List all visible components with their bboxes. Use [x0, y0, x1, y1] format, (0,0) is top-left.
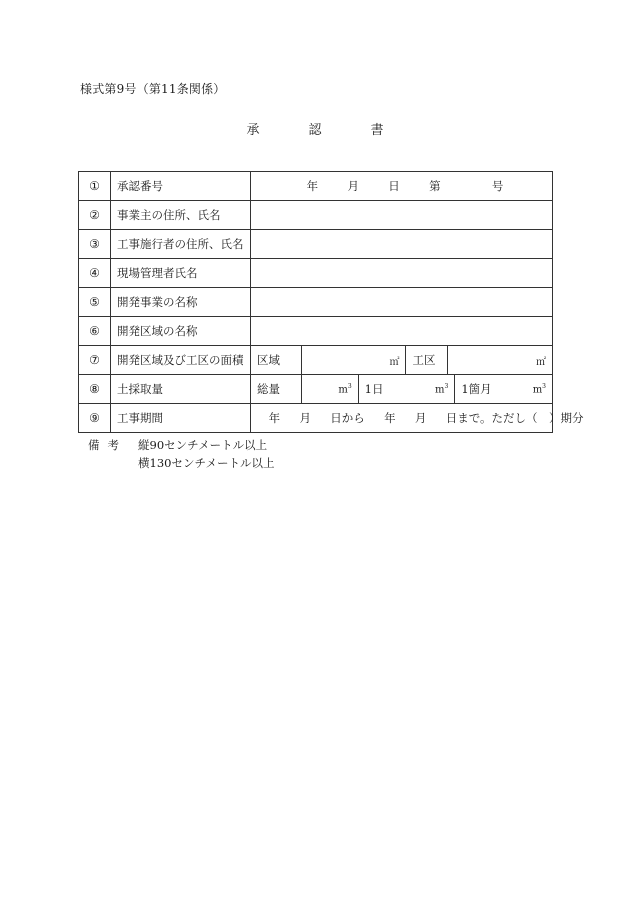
daily-volume-field[interactable] — [358, 375, 455, 403]
start-year-label: 年 — [268, 411, 281, 425]
row-label: 工事期間 — [111, 404, 251, 433]
row-number: ⑤ — [79, 288, 111, 317]
form-number: 様式第9号（第11条関係） — [80, 82, 226, 96]
go-label: 号 — [491, 179, 504, 193]
row-number: ② — [79, 201, 111, 230]
row-label: 開発区域の名称 — [111, 317, 251, 346]
remarks — [88, 436, 275, 472]
row-soil — [79, 375, 553, 404]
end-year-label: 年 — [384, 411, 396, 425]
row-number: ⑥ — [79, 317, 111, 346]
row-contractor — [79, 230, 553, 259]
row-site-manager — [79, 259, 553, 288]
area-name-value[interactable] — [251, 317, 553, 346]
row-approval-number — [79, 172, 553, 201]
total-volume-field[interactable] — [301, 375, 358, 403]
row-number: ⑦ — [79, 346, 111, 375]
project-name-value[interactable] — [251, 288, 553, 317]
site-manager-value[interactable] — [251, 259, 553, 288]
year-label: 年 — [306, 179, 319, 193]
section-label: 工区 — [405, 346, 447, 374]
row-project-name — [79, 288, 553, 317]
day-label: 日 — [388, 179, 400, 193]
remarks-line-1 — [88, 436, 275, 454]
total-unit: $m^3$ — [338, 382, 352, 396]
row-number: ⑧ — [79, 375, 111, 404]
row-label: 工事施行者の住所、氏名 — [111, 230, 251, 259]
document-title-wrapper — [0, 119, 630, 138]
soil-cells — [251, 375, 553, 404]
document-title: 承 認 書 — [246, 123, 402, 138]
start-day-label: 日から — [330, 411, 365, 425]
row-label: 事業主の住所、氏名 — [111, 201, 251, 230]
start-month-label: 月 — [299, 411, 311, 425]
row-area-size — [79, 346, 553, 375]
row-number: ① — [79, 172, 111, 201]
month-label: 月 — [347, 179, 359, 193]
approval-number-value[interactable] — [251, 172, 553, 201]
remarks-label: 備考 — [88, 438, 127, 452]
monthly-volume-field[interactable] — [454, 375, 552, 403]
remarks-text-2: 横130センチメートル以上 — [138, 456, 275, 470]
approval-table — [78, 171, 584, 433]
row-area-name — [79, 317, 553, 346]
row-label: 現場管理者氏名 — [111, 259, 251, 288]
contractor-value[interactable] — [251, 230, 553, 259]
row-label: 開発事業の名称 — [111, 288, 251, 317]
monthly-unit: $m^3$ — [532, 382, 546, 396]
daily-label: 1日 — [364, 382, 384, 396]
section-area-field[interactable] — [447, 346, 552, 374]
row-label: 承認番号 — [111, 172, 251, 201]
end-day-label: 日まで。ただし（ ）期分 — [445, 411, 584, 425]
row-number: ⑨ — [79, 404, 111, 433]
row-number: ④ — [79, 259, 111, 288]
row-owner — [79, 201, 553, 230]
remarks-text-1: 縦90センチメートル以上 — [138, 438, 268, 452]
row-period — [79, 404, 553, 433]
zone-unit: ㎡ — [389, 356, 400, 368]
row-label: 土採取量 — [111, 375, 251, 404]
period-value[interactable] — [251, 404, 584, 433]
daily-unit: $m^3$ — [435, 382, 449, 396]
end-month-label: 月 — [414, 411, 427, 425]
row-number: ③ — [79, 230, 111, 259]
section-unit: ㎡ — [536, 356, 547, 368]
row-label: 開発区域及び工区の面積 — [111, 346, 251, 375]
owner-value[interactable] — [251, 201, 553, 230]
monthly-label: 1箇月 — [461, 382, 492, 396]
total-label: 総量 — [257, 382, 280, 396]
zone-area-field[interactable] — [301, 346, 406, 374]
dai-label: 第 — [429, 179, 441, 193]
zone-label: 区域 — [257, 353, 280, 367]
area-size-cells — [251, 346, 553, 375]
